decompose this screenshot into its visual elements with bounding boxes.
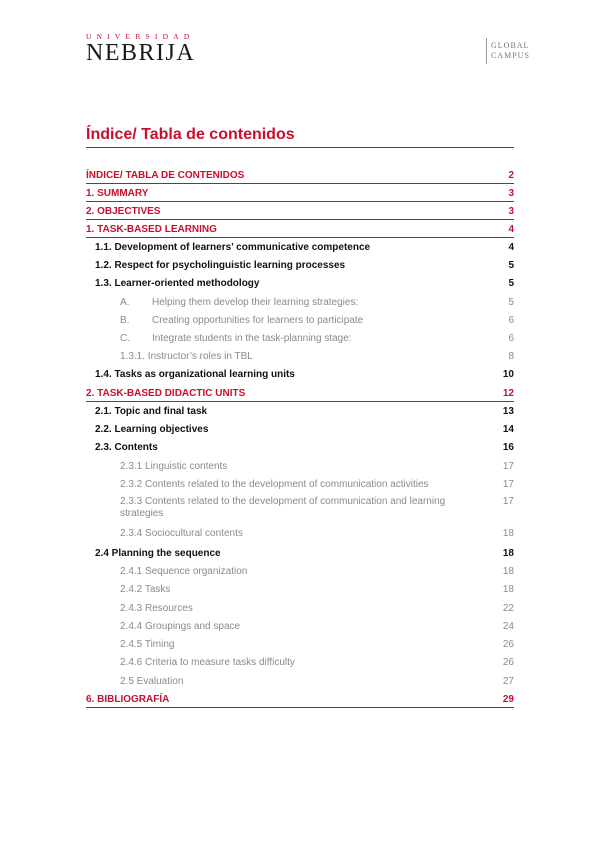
toc-entry[interactable] — [86, 639, 514, 651]
toc-entry-page: 10 — [502, 369, 514, 380]
toc-entry-text: Helping them develop their learning strategies: — [152, 297, 359, 308]
toc-entry-text: 2. OBJECTIVES — [86, 206, 161, 217]
toc-entry-title — [86, 224, 494, 236]
toc-entry[interactable] — [86, 278, 514, 290]
toc-entry-page: 17 — [502, 496, 514, 507]
toc-entry-text: ÍNDICE/ TABLA DE CONTENIDOS — [86, 170, 245, 181]
toc-entry[interactable] — [86, 584, 514, 596]
toc-entry-title — [120, 479, 494, 491]
toc-entry-title — [120, 566, 494, 578]
toc-entry[interactable] — [86, 224, 514, 238]
toc-entry-text: 2.3.4 Sociocultural contents — [120, 528, 243, 539]
toc-entry-page: 17 — [502, 479, 514, 490]
toc-entry[interactable] — [86, 170, 514, 184]
campus-logo — [491, 41, 530, 61]
toc-entry-page: 8 — [508, 351, 514, 362]
toc-entry-page: 18 — [502, 584, 514, 595]
toc-entry-title — [120, 315, 494, 327]
campus-line-1: GLOBAL — [491, 41, 530, 50]
toc-entry-title — [95, 424, 494, 436]
toc-entry-text: 2.4.1 Sequence organization — [120, 566, 248, 577]
toc-entry-page: 5 — [508, 278, 514, 289]
toc-entry-page: 27 — [502, 676, 514, 687]
toc-entry-page: 18 — [502, 528, 514, 539]
toc-entry[interactable] — [86, 657, 514, 669]
toc-entry[interactable] — [86, 242, 514, 254]
toc-entry-text: 2.3.3 Contents related to the development of communication and learning strategies — [120, 496, 446, 519]
toc-entry-number: B. — [120, 315, 130, 326]
toc-entry[interactable] — [86, 442, 514, 454]
toc-entry-text: 1.1. Development of learners’ communicative competence — [95, 242, 371, 253]
toc-entry-page: 4 — [508, 242, 514, 253]
toc-entry-page: 5 — [508, 260, 514, 271]
toc-entry[interactable] — [86, 528, 514, 540]
toc-entry-page: 6 — [508, 333, 514, 344]
toc-entry-number: A. — [120, 297, 130, 308]
toc-entry-title — [120, 657, 494, 669]
brand-small-text: UNIVERSIDAD — [86, 32, 195, 41]
toc-entry-text: 2.2. Learning objectives — [95, 424, 209, 435]
toc-entry-title — [120, 603, 494, 615]
toc-entry[interactable] — [86, 566, 514, 578]
toc-entry-page: 24 — [502, 621, 514, 632]
toc-entry-text: Integrate students in the task-planning stage: — [152, 333, 352, 344]
toc-entry-number: C. — [120, 333, 130, 344]
toc-entry-text: 2.3.1 Linguistic contents — [120, 461, 228, 472]
toc-entry[interactable] — [86, 621, 514, 633]
toc-entry[interactable] — [86, 188, 514, 202]
toc-entry-text: 1. TASK-BASED LEARNING — [86, 224, 217, 235]
toc-entry[interactable] — [86, 297, 514, 309]
toc-entry-text: 2.1. Topic and final task — [95, 406, 208, 417]
toc-entry-title — [95, 278, 494, 290]
campus-line-2: CAMPUS — [491, 51, 530, 60]
toc-entry-page: 29 — [502, 694, 514, 705]
toc-entry-page: 14 — [502, 424, 514, 435]
toc-entry-text: 2.5 Evaluation — [120, 676, 184, 687]
toc-entry[interactable] — [86, 206, 514, 220]
toc-entry-title — [120, 528, 494, 540]
brand-logo: NEBRIJA — [86, 40, 196, 66]
toc-entry-text: 1.4. Tasks as organizational learning units — [95, 369, 295, 380]
toc-entry-title — [86, 206, 494, 218]
toc-entry-page: 18 — [502, 548, 514, 559]
toc-entry-page: 22 — [502, 603, 514, 614]
toc-entry-title — [86, 188, 494, 200]
toc-entry-page: 5 — [508, 297, 514, 308]
toc-entry[interactable] — [86, 369, 514, 381]
toc-entry-title — [120, 621, 494, 633]
toc-entry-title — [120, 584, 494, 596]
toc-entry-title — [120, 297, 494, 309]
toc-entry-text: 1. SUMMARY — [86, 188, 149, 199]
toc-entry-title — [95, 548, 494, 560]
toc-entry[interactable] — [86, 388, 514, 402]
toc-entry[interactable] — [86, 351, 514, 363]
toc-entry-text: 2.4 Planning the sequence — [95, 548, 221, 559]
toc-entry[interactable] — [86, 496, 514, 520]
toc-entry[interactable] — [86, 424, 514, 436]
toc-entry-page: 3 — [508, 188, 514, 199]
toc-entry-page: 16 — [502, 442, 514, 453]
toc-entry-page: 17 — [502, 461, 514, 472]
toc-entry-title — [86, 694, 494, 706]
toc-entry-text: 1.2. Respect for psycholinguistic learning processes — [95, 260, 346, 271]
toc-entry[interactable] — [86, 461, 514, 473]
toc-entry-text: 6. BIBLIOGRAFÍA — [86, 694, 170, 705]
title-divider — [86, 147, 514, 148]
toc-entry-page: 3 — [508, 206, 514, 217]
toc-entry-page: 4 — [508, 224, 514, 235]
toc-entry[interactable] — [86, 603, 514, 615]
page-title: Índice/ Tabla de contenidos — [86, 126, 295, 143]
toc-entry-page: 13 — [502, 406, 514, 417]
toc-entry-title — [120, 351, 494, 363]
toc-entry-text: 2.3.2 Contents related to the development of communication activities — [120, 479, 429, 490]
toc-entry-page: 6 — [508, 315, 514, 326]
toc-entry-page: 18 — [502, 566, 514, 577]
toc-entry-text: 2.4.3 Resources — [120, 603, 193, 614]
toc-entry-title — [86, 388, 494, 400]
page-header — [0, 0, 600, 90]
toc-entry-text: Creating opportunities for learners to participate — [152, 315, 364, 326]
toc-entry-text: 2.4.5 Timing — [120, 639, 175, 650]
toc-entry-page: 2 — [508, 170, 514, 181]
toc-entry-title — [95, 369, 494, 381]
toc-entry-title — [95, 260, 494, 272]
toc-entry-page: 26 — [502, 639, 514, 650]
toc-entry[interactable] — [86, 333, 514, 345]
toc-entry-text: 2.3. Contents — [95, 442, 158, 453]
toc-entry-title — [120, 496, 494, 520]
toc-entry[interactable] — [86, 676, 514, 688]
toc-entry[interactable] — [86, 260, 514, 272]
toc-entry-title — [120, 676, 494, 688]
toc-entry-text: 2. TASK-BASED DIDACTIC UNITS — [86, 388, 246, 399]
toc-entry-title — [86, 170, 494, 182]
toc-entry[interactable] — [86, 406, 514, 418]
toc-entry[interactable] — [86, 479, 514, 491]
toc-entry-text: 1.3.1. Instructor’s roles in TBL — [120, 351, 253, 362]
toc-entry-title — [120, 639, 494, 651]
toc-entry-title — [120, 461, 494, 473]
toc-entry[interactable] — [86, 694, 514, 708]
toc-entry-title — [95, 242, 494, 254]
toc-entry-title — [95, 442, 494, 454]
toc-entry-title — [120, 333, 494, 345]
toc-entry-text: 2.4.2 Tasks — [120, 584, 171, 595]
campus-divider — [486, 38, 487, 64]
toc-entry[interactable] — [86, 315, 514, 327]
toc-entry-page: 12 — [502, 388, 514, 399]
toc-entry[interactable] — [86, 548, 514, 560]
toc-entry-text: 1.3. Learner-oriented methodology — [95, 278, 260, 289]
toc-entry-text: 2.4.4 Groupings and space — [120, 621, 241, 632]
toc-entry-title — [95, 406, 494, 418]
toc-entry-text: 2.4.6 Criteria to measure tasks difficulty — [120, 657, 295, 668]
toc-entry-page: 26 — [502, 657, 514, 668]
